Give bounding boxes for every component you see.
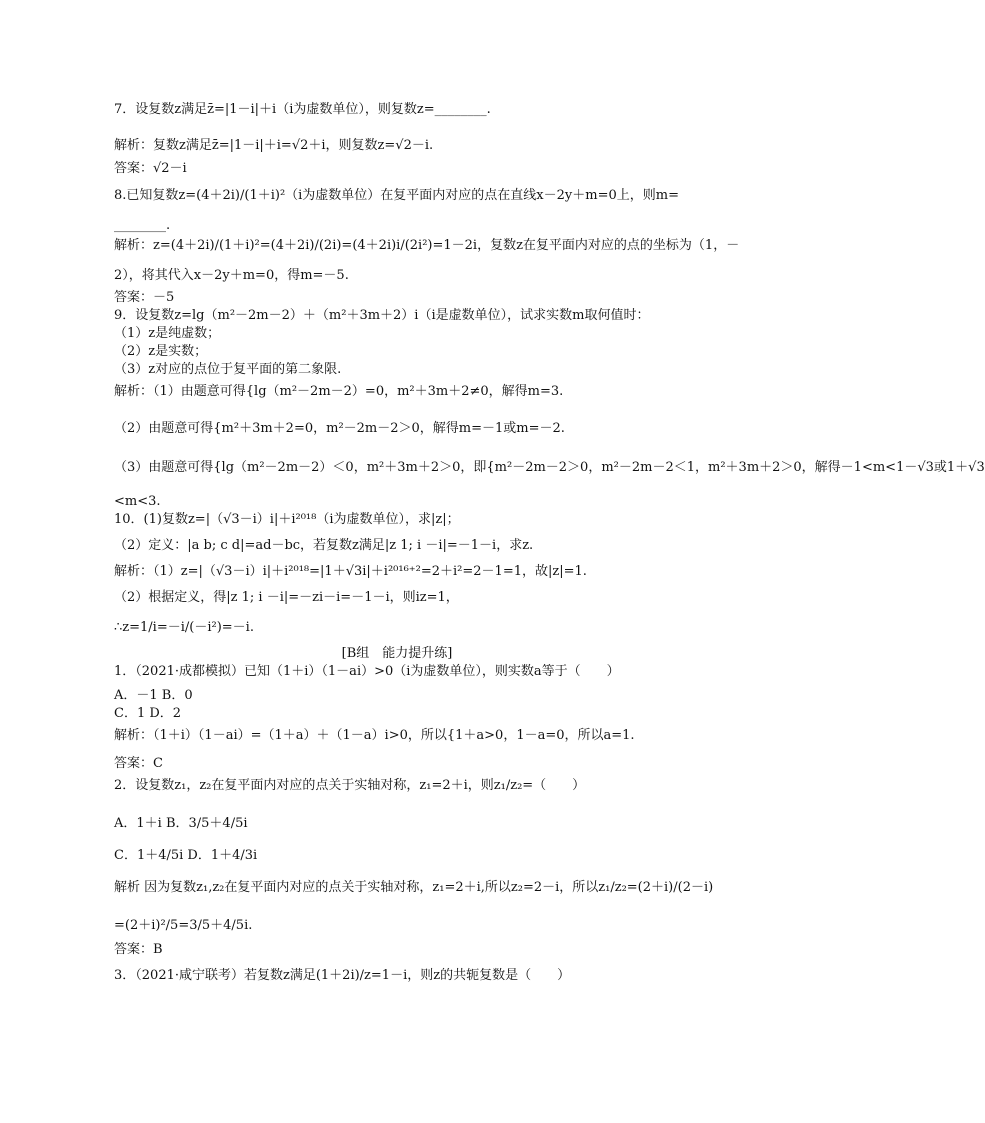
text-line: （3）z对应的点位于复平面的第二象限. <box>114 362 342 377</box>
text-line: 解析 因为复数z₁,z₂在复平面内对应的点关于实轴对称，z₁=2＋i,所以z₂=2－i，所以z₁/z₂=(2＋i)/(2－i) <box>114 880 714 895</box>
text-line: （2）由题意可得{m²＋3m＋2=0，m²－2m－2＞0，解得m=－1或m=－2. <box>114 421 565 436</box>
text-line: 9．设复数z=lg（m²－2m－2）＋（m²＋3m＋2）i（i是虚数单位），试求实数m取何值时： <box>114 308 650 323</box>
text-line: 解析：（1）由题意可得{lg（m²－2m－2）=0，m²＋3m＋2≠0，解得m=3. <box>114 384 564 399</box>
text-line: 8.已知复数z=(4＋2i)/(1＋i)²（i为虚数单位）在复平面内对应的点在直线x－2y＋m=0上，则m= <box>114 188 679 203</box>
text-line: C．1 D．2 <box>114 706 182 721</box>
question-b1: 1．（2021·成都模拟）已知（1＋i）（1－ai）>0（i为虚数单位），则实数a等于（ ） <box>114 664 620 679</box>
text-line: 10．(1)复数z=|（√3－i）i|＋i²⁰¹⁸（i为虚数单位），求|z|； <box>114 512 460 527</box>
text-line: 答案：－5 <box>114 290 175 305</box>
text-line: （2）定义：|a b; c d|=ad－bc，若复数z满足|z 1; i －i|=－1－i，求z. <box>114 538 534 553</box>
text-line: A．1＋i B．3/5＋4/5i <box>114 816 248 831</box>
text-line: 2．设复数z₁，z₂在复平面内对应的点关于实轴对称，z₁=2＋i，则z₁/z₂=（ ） <box>114 778 586 793</box>
text-line: 解析：（1＋i）（1－ai）=（1＋a）＋（1－a）i>0，所以{1＋a>0，1－a=0，所以a=1. <box>114 728 635 743</box>
text-line: 2），将其代入x－2y＋m=0，得m=－5. <box>114 268 349 283</box>
text-line: C．1＋4/5i D．1＋4/3i <box>114 848 258 863</box>
text-line: 答案：√2－i <box>114 161 187 176</box>
text-line: （3）由题意可得{lg（m²－2m－2）＜0，m²＋3m＋2＞0，即{m²－2m－2＞0，m²－2m－2＜1，m²＋3m＋2＞0，解得－1<m<1－√3或1＋√3 <box>114 460 985 475</box>
text-line: 答案：C <box>114 756 163 771</box>
text-line: 答案：B <box>114 942 163 957</box>
text-line: （2）根据定义，得|z 1; i －i|=－zi－i=－1－i，则iz=1， <box>114 590 459 605</box>
text-line: =(2＋i)²/5=3/5＋4/5i. <box>114 918 253 933</box>
text-line: A．－1 B．0 <box>114 688 193 703</box>
text-line: 解析：z=(4＋2i)/(1＋i)²=(4＋2i)/(2i)=(4＋2i)i/(2i²)=1－2i，复数z在复平面内对应的点的坐标为（1，－ <box>114 238 740 253</box>
text-line: （2）z是实数； <box>114 344 208 359</box>
text-line: 3．（2021·咸宁联考）若复数z满足(1＋2i)/z=1－i，则z的共轭复数是（ ） <box>114 968 571 983</box>
text-line: 7．设复数z满足z̄=|1－i|＋i（i为虚数单位），则复数z=________. <box>114 102 491 117</box>
text-line: 解析：复数z满足z̄=|1－i|＋i=√2＋i，则复数z=√2－i. <box>114 138 434 153</box>
text-line: 解析：（1）z=|（√3－i）i|＋i²⁰¹⁸=|1＋√3i|＋i²⁰¹⁶⁺²=2＋i²=2－1=1，故|z|=1. <box>114 564 587 579</box>
text-line: <m<3. <box>114 494 161 509</box>
section-heading: [B组 能力提升练] <box>341 646 453 661</box>
text-line: ________. <box>114 218 171 233</box>
text-line: （1）z是纯虚数； <box>114 326 221 341</box>
text-line: ∴z=1/i=－i/(－i²)=－i. <box>114 620 254 635</box>
